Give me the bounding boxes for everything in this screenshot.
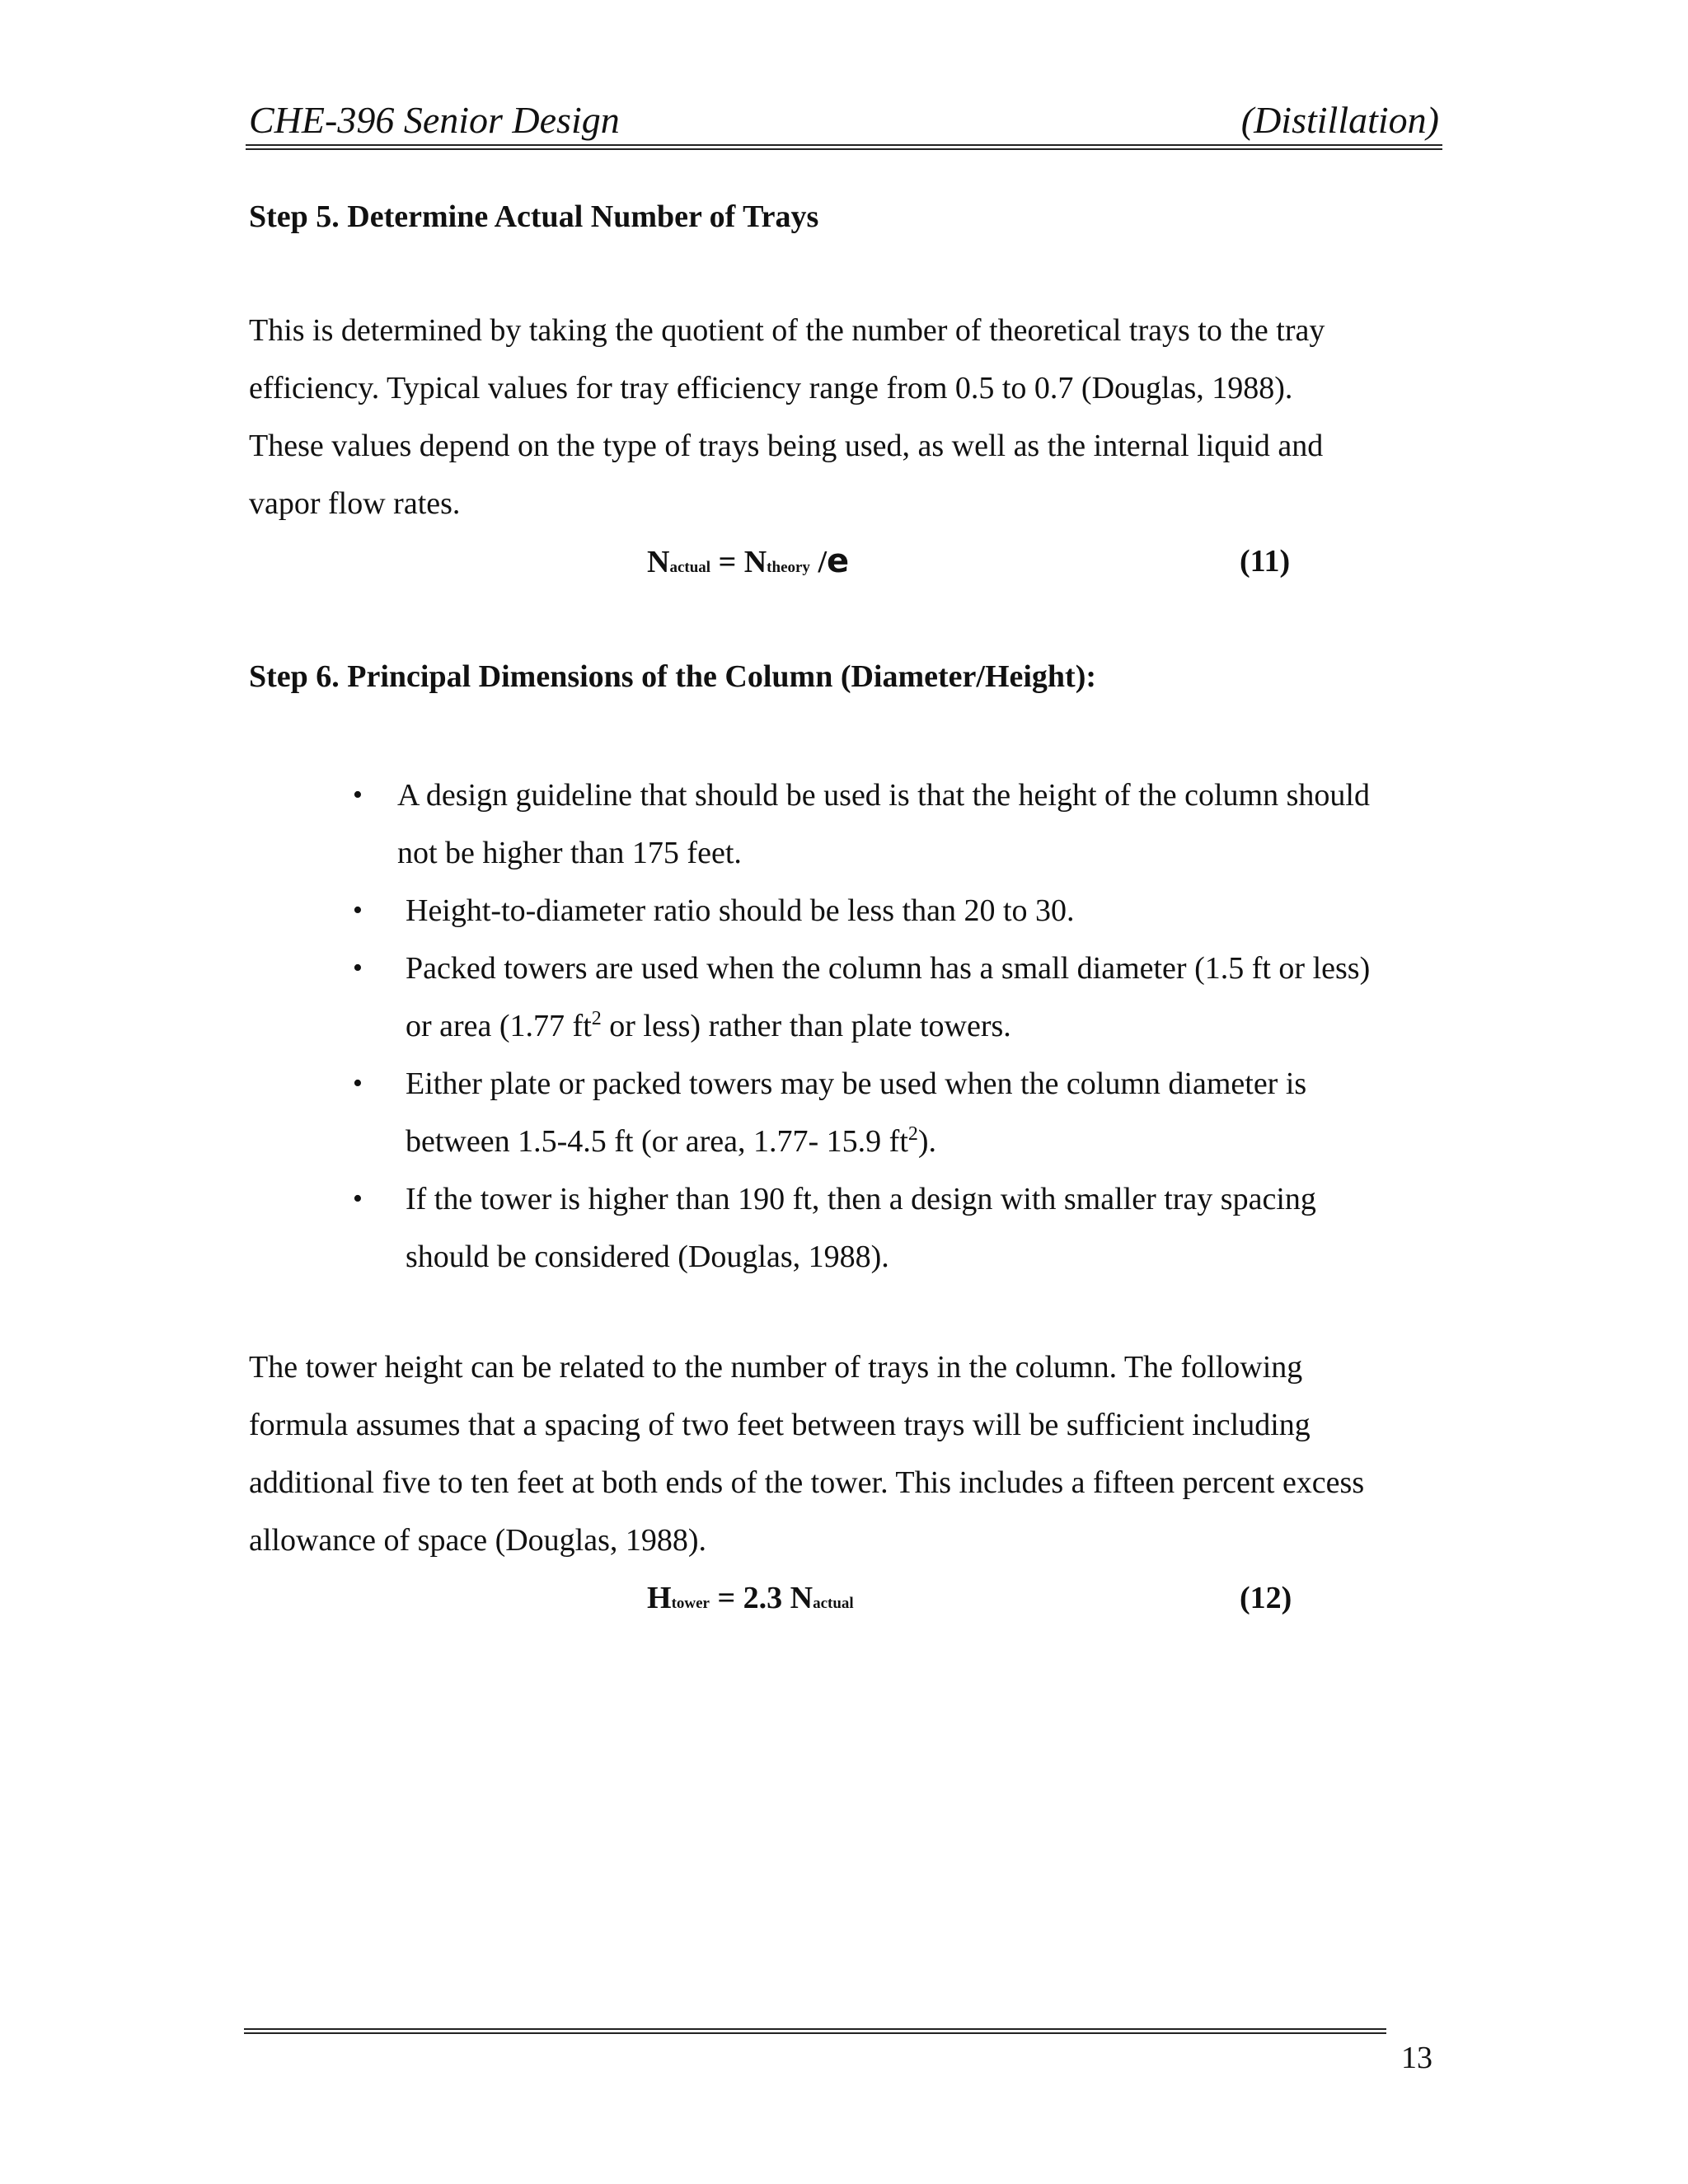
header-course-title: CHE-396 Senior Design <box>249 99 620 141</box>
efficiency-symbol: e <box>827 542 850 580</box>
step6-heading: Step 6. Principal Dimensions of the Column (Diameter/Height): <box>249 659 1097 694</box>
equation-formula: Htower = 2.3 Nactual <box>647 1581 854 1615</box>
paragraph-line: This is determined by taking the quotient of the number of theoretical trays to the tray <box>249 313 1325 348</box>
list-item: • Packed towers are used when the column has a small diameter (1.5 ft or less) or area (1.77 $ft^2$ or less) rather than plate towers. <box>249 940 1442 1055</box>
bullet-icon: • <box>353 895 363 926</box>
paragraph-line: These values depend on the type of trays being used, as well as the internal liquid and <box>249 429 1324 463</box>
footer-rule <box>244 2032 1386 2034</box>
tower-height-paragraph <box>249 1338 1442 1569</box>
equation-formula: Nactual = Ntheory /e <box>647 542 850 580</box>
paragraph-line: The tower height can be related to the number of trays in the column. The following <box>249 1350 1303 1385</box>
paragraph-line: allowance of space (Douglas, 1988). <box>249 1523 707 1558</box>
footer-rule <box>244 2028 1386 2030</box>
step5-paragraph <box>249 302 1442 532</box>
bullet-icon: • <box>353 780 363 810</box>
paragraph-line: vapor flow rates. <box>249 486 461 521</box>
bullet-icon: • <box>353 953 363 983</box>
list-item: • Either plate or packed towers may be used when the column diameter is between 1.5-4.5 ft (or area, 1.77- 15.9 $ft^2$). <box>249 1055 1442 1170</box>
list-item: • Height-to-diameter ratio should be less than 20 to 30. <box>249 882 1442 940</box>
bullet-icon: • <box>353 1183 363 1214</box>
paragraph-line: formula assumes that a spacing of two feet between trays will be sufficient including <box>249 1408 1311 1442</box>
guideline-list <box>249 766 1442 1286</box>
list-item: • If the tower is higher than 190 ft, then a design with smaller tray spacing should be considered (Douglas, 1988). <box>249 1170 1442 1286</box>
paragraph-line: efficiency. Typical values for tray efficiency range from 0.5 to 0.7 (Douglas, 1988). <box>249 371 1293 405</box>
header-rule <box>246 144 1442 146</box>
equation-number: (11) <box>1240 544 1291 579</box>
list-item: • A design guideline that should be used is that the height of the column should not be higher than 175 feet. <box>249 766 1442 882</box>
header-section-title: (Distillation) <box>1240 99 1439 141</box>
bullet-icon: • <box>353 1068 363 1099</box>
equation-number: (12) <box>1240 1581 1292 1615</box>
step5-heading: Step 5. Determine Actual Number of Trays <box>249 199 819 234</box>
paragraph-line: additional five to ten feet at both ends of the tower. This includes a fifteen percent excess <box>249 1465 1365 1500</box>
header-rule <box>246 148 1442 150</box>
page-number: 13 <box>1401 2041 1432 2075</box>
